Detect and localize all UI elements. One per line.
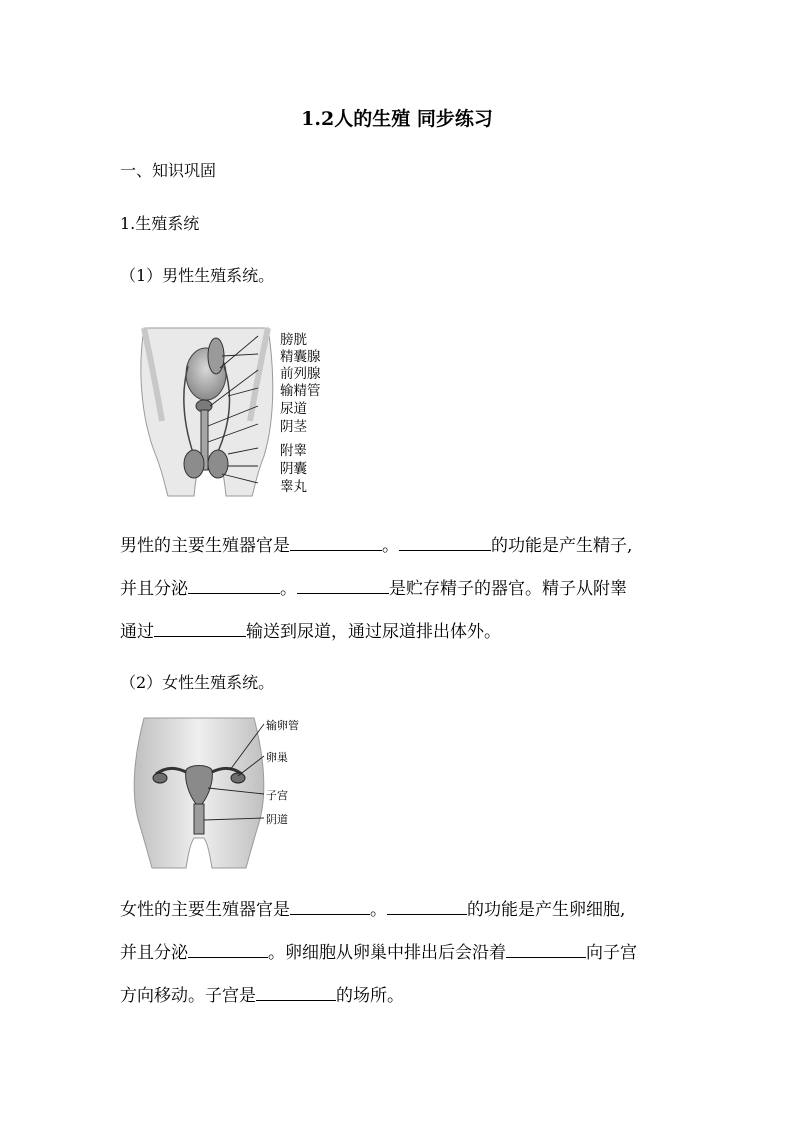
male-label-penis: 阴茎: [280, 419, 307, 435]
answer-blank[interactable]: [387, 913, 467, 915]
answer-blank[interactable]: [154, 635, 246, 637]
male-label-vas-deferens: 输精管: [280, 383, 321, 399]
subsection-heading: 1.生殖系统: [120, 214, 200, 233]
item-male-heading: （1）男性生殖系统。: [120, 266, 275, 285]
answer-blank[interactable]: [399, 549, 491, 551]
male-label-seminal-vesicle: 精囊腺: [280, 349, 321, 365]
male-label-urethra: 尿道: [280, 401, 307, 417]
male-label-prostate: 前列腺: [280, 366, 321, 382]
male-label-bladder: 膀胱: [280, 332, 307, 348]
female-label-uterus: 子宫: [266, 789, 288, 802]
female-label-ovary: 卵巢: [266, 751, 288, 764]
answer-blank[interactable]: [290, 549, 382, 551]
female-question-paragraph: 女性的主要生殖器官是 。 的功能是产生卵细胞, 并且分泌 。卵细胞从卵巢中排出后会沿着 向子宫 方向移动。子宫是 的场所。: [120, 900, 637, 1006]
answer-blank[interactable]: [506, 956, 586, 958]
male-label-scrotum: 阴囊: [280, 461, 307, 477]
answer-blank[interactable]: [188, 956, 268, 958]
answer-blank[interactable]: [256, 999, 336, 1001]
section-heading: 一、知识巩固: [120, 161, 217, 180]
answer-blank[interactable]: [290, 913, 370, 915]
female-label-vagina: 阴道: [266, 813, 288, 826]
answer-blank[interactable]: [188, 592, 280, 594]
male-label-epididymis: 附睾: [280, 443, 307, 459]
item-female-heading: （2）女性生殖系统。: [120, 673, 275, 692]
page-title: 1.2人的生殖 同步练习: [301, 108, 493, 130]
female-label-fallopian-tube: 输卵管: [266, 719, 299, 732]
answer-blank[interactable]: [297, 592, 389, 594]
male-label-testis: 睾丸: [280, 479, 307, 495]
male-question-paragraph: 男性的主要生殖器官是 。 的功能是产生精子, 并且分泌 。 是贮存精子的器官。精子从附睾 通过 输送到尿道，通过尿道排出体外。: [120, 536, 633, 642]
